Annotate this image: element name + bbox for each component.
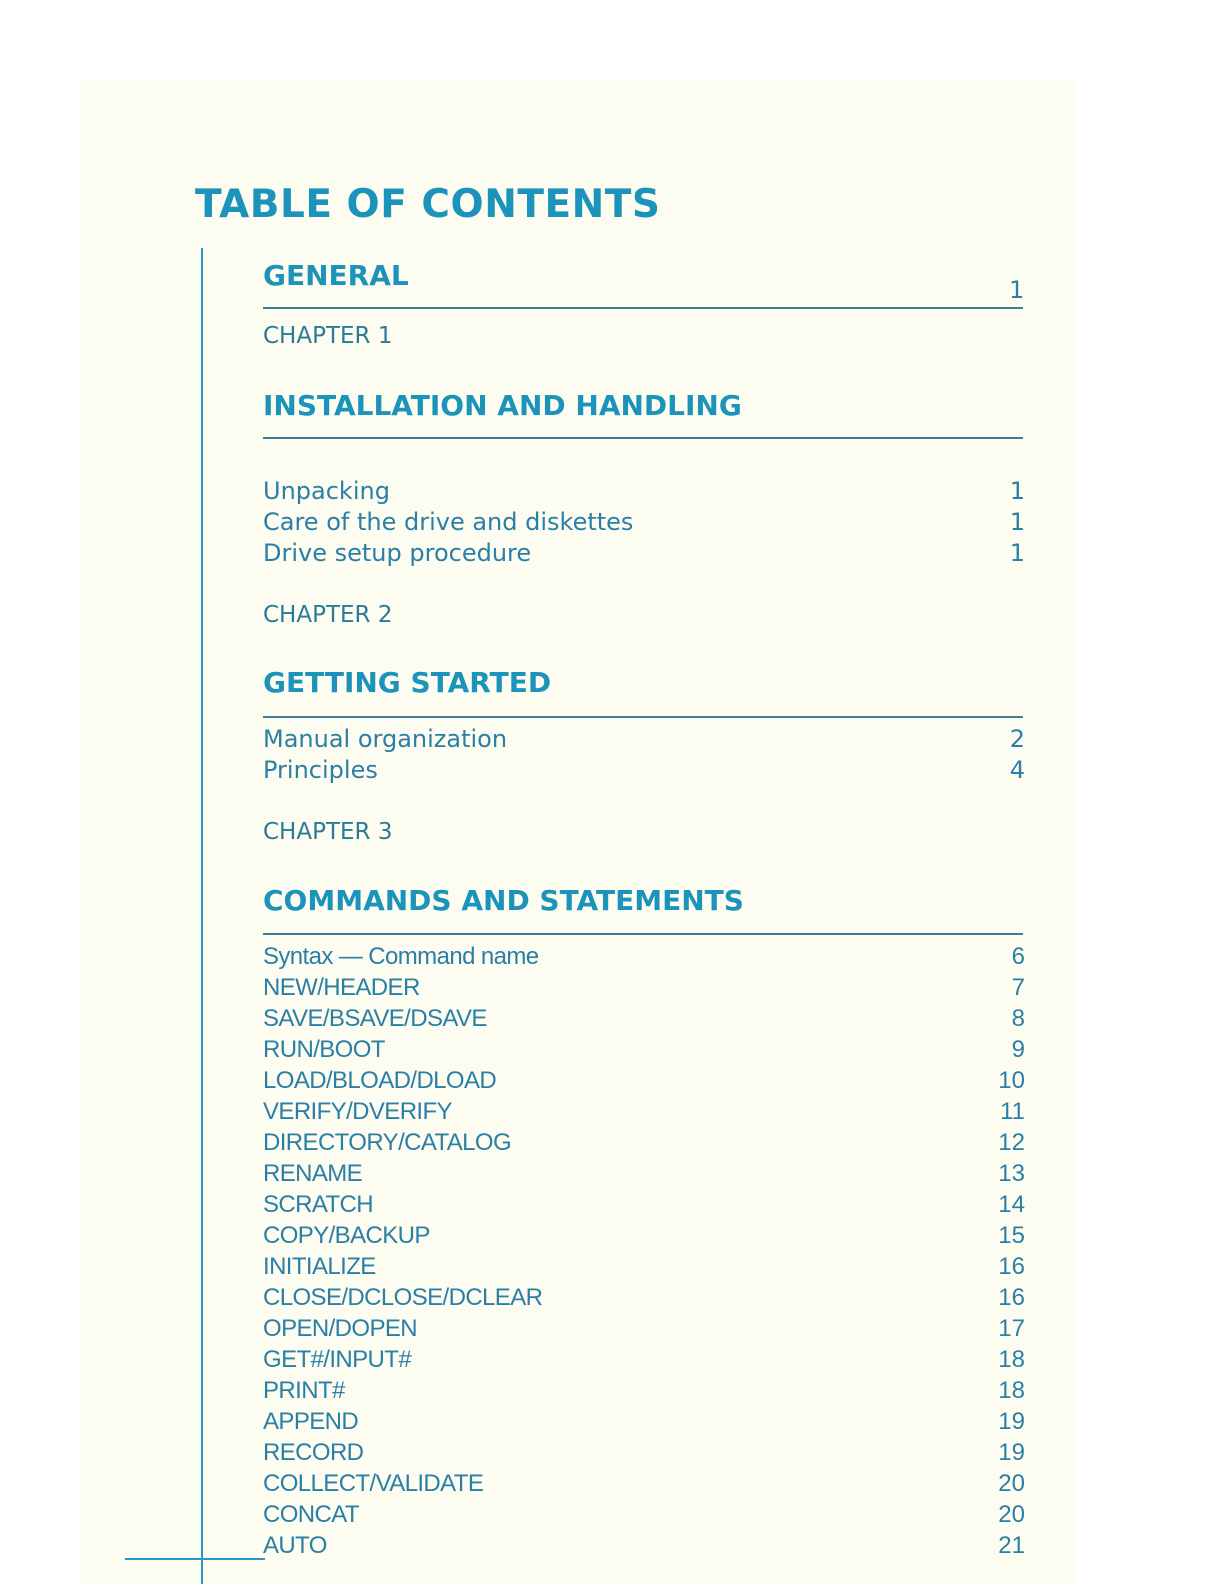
toc-entry-page: 21 [998,1532,1025,1559]
toc-entry-page: 20 [998,1470,1025,1497]
toc-entry[interactable] [263,476,1025,507]
toc-entry-label: NEW/HEADER [263,974,420,1001]
toc-entry-page: 8 [1011,1005,1025,1032]
toc-entry-label: SCRATCH [263,1191,374,1218]
toc-entry[interactable] [263,1375,1025,1406]
toc-entry[interactable] [263,1189,1025,1220]
toc-entry-label: AUTO [263,1532,327,1559]
toc-entry[interactable] [263,1344,1025,1375]
chapter-label: CHAPTER 3 [263,819,393,845]
toc-entry-page: 18 [998,1346,1025,1373]
toc-entry[interactable] [263,1251,1025,1282]
toc-entry[interactable] [263,972,1025,1003]
toc-entry-page: 9 [1011,1036,1025,1063]
section-divider [263,307,1023,309]
toc-entry[interactable] [263,1003,1025,1034]
toc-entry-page: 10 [998,1067,1025,1094]
section-divider [263,716,1023,718]
toc-entry-page: 12 [998,1129,1025,1156]
toc-entry[interactable] [263,538,1025,569]
toc-entry-label: Principles [263,756,378,784]
toc-entry-label: VERIFY/DVERIFY [263,1098,452,1125]
toc-entry-page: 16 [998,1253,1025,1280]
toc-entry-page: 7 [1011,974,1025,1001]
section-divider [263,437,1023,439]
toc-entry-label: COLLECT/VALIDATE [263,1470,484,1497]
toc-entry-label: COPY/BACKUP [263,1222,430,1249]
toc-entry[interactable] [263,724,1025,755]
toc-entry[interactable] [263,1096,1025,1127]
chapter-1-entries [263,476,1025,569]
toc-entry-label: CONCAT [263,1501,359,1528]
toc-entry[interactable] [263,1406,1025,1437]
section-heading-getting-started: GETTING STARTED [263,666,552,699]
toc-entry[interactable] [263,1437,1025,1468]
toc-entry-label: Unpacking [263,477,390,505]
toc-entry-label: RECORD [263,1439,364,1466]
vertical-margin-rule [201,248,203,1584]
toc-entry-page: 4 [1009,756,1025,784]
toc-entry-page: 14 [998,1191,1025,1218]
toc-entry[interactable] [263,1468,1025,1499]
section-heading-general: GENERAL [263,259,409,292]
toc-entry-page: 17 [998,1315,1025,1342]
toc-entry-label: GET#/INPUT# [263,1346,412,1373]
toc-entry[interactable] [263,1127,1025,1158]
toc-entry[interactable] [263,1220,1025,1251]
toc-entry[interactable] [263,1282,1025,1313]
toc-entry-page: 1 [1009,539,1025,567]
toc-entry-page: 19 [998,1408,1025,1435]
toc-entry-page: 19 [998,1439,1025,1466]
toc-entry-page: 11 [1000,1098,1025,1125]
toc-entry-page: 16 [998,1284,1025,1311]
toc-entry-page: 13 [998,1160,1025,1187]
chapter-label: CHAPTER 1 [263,323,393,349]
toc-entry-page: 6 [1011,943,1025,970]
chapter-2-entries [263,724,1025,786]
general-page-number: 1 [1009,276,1025,304]
chapter-label: CHAPTER 2 [263,602,393,628]
toc-entry[interactable] [263,1313,1025,1344]
toc-entry-page: 15 [998,1222,1025,1249]
bottom-margin-rule [125,1558,265,1560]
toc-entry-page: 18 [998,1377,1025,1404]
toc-entry-label: OPEN/DOPEN [263,1315,418,1342]
toc-entry-page: 1 [1009,508,1025,536]
toc-entry-label: APPEND [263,1408,359,1435]
toc-entry-label: Drive setup procedure [263,539,532,567]
toc-entry-label: LOAD/BLOAD/DLOAD [263,1067,497,1094]
toc-entry[interactable] [263,507,1025,538]
toc-entry[interactable] [263,755,1025,786]
page-title: TABLE OF CONTENTS [195,182,661,227]
toc-entry-label: Syntax — Command name [263,943,539,970]
toc-entry[interactable] [263,1530,1025,1561]
toc-entry-page: 2 [1009,725,1025,753]
toc-entry-label: SAVE/BSAVE/DSAVE [263,1005,487,1032]
toc-entry[interactable] [263,941,1025,972]
toc-entry-label: INITIALIZE [263,1253,376,1280]
toc-entry-label: DIRECTORY/CATALOG [263,1129,512,1156]
section-divider [263,933,1023,935]
toc-entry-label: PRINT# [263,1377,345,1404]
section-heading-installation: INSTALLATION AND HANDLING [263,389,742,422]
toc-entry-page: 20 [998,1501,1025,1528]
chapter-3-entries [263,941,1025,1561]
toc-entry[interactable] [263,1034,1025,1065]
toc-entry-page: 1 [1009,477,1025,505]
toc-entry[interactable] [263,1065,1025,1096]
toc-entry-label: Care of the drive and diskettes [263,508,634,536]
toc-entry-label: Manual organization [263,725,508,753]
toc-entry[interactable] [263,1158,1025,1189]
toc-entry-label: RENAME [263,1160,363,1187]
toc-entry-label: CLOSE/DCLOSE/DCLEAR [263,1284,543,1311]
toc-entry-label: RUN/BOOT [263,1036,385,1063]
section-heading-commands: COMMANDS AND STATEMENTS [263,884,744,917]
toc-entry[interactable] [263,1499,1025,1530]
